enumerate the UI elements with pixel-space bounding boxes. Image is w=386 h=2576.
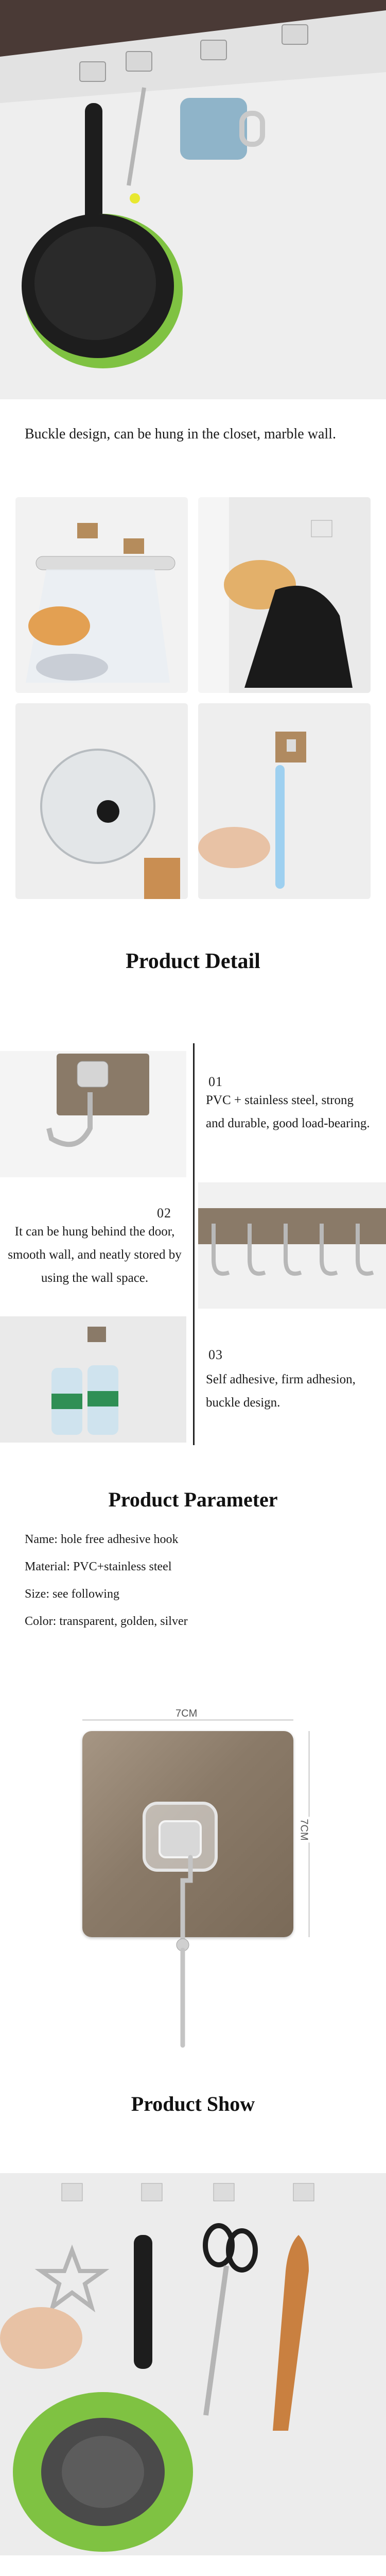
detail-number-03: 03 xyxy=(208,1347,223,1362)
width-label: 7CM xyxy=(172,1708,200,1720)
detail-title: Product Detail xyxy=(126,950,260,973)
detail-text-03: Self adhesive, firm adhesion, buckle design. xyxy=(206,1372,356,1410)
detail-text-02: It can be hung behind the door, smooth wall, and neatly stored by using the wall space. xyxy=(8,1225,182,1285)
parameter-material: Material: PVC+stainless steel xyxy=(25,1560,172,1573)
gallery-photo-lid xyxy=(15,703,188,899)
hook-diagram xyxy=(82,1731,299,2066)
detail-number-01: 01 xyxy=(208,1074,223,1089)
parameter-color: Color: transparent, golden, silver xyxy=(25,1615,188,1628)
detail-divider xyxy=(193,1043,195,1445)
parameter-size: Size: see following xyxy=(25,1587,119,1601)
kitchen-tools-illustration xyxy=(0,2173,386,2555)
gallery-photo-hand xyxy=(198,703,371,899)
hand-hook-illustration xyxy=(198,703,371,899)
show-title: Product Show xyxy=(131,2092,255,2115)
trash-bag-illustration xyxy=(198,497,371,693)
bottles-on-hook-illustration xyxy=(0,1316,186,1443)
hero-illustration xyxy=(0,0,386,399)
intro-caption: Buckle design, can be hung in the closet, marble wall. xyxy=(25,426,336,442)
parameter-title: Product Parameter xyxy=(108,1488,278,1511)
plastic-wrap-illustration xyxy=(15,497,188,693)
height-label: 7CM xyxy=(298,1817,310,1842)
hero-photo xyxy=(0,0,386,399)
detail-photo-03 xyxy=(0,1316,186,1443)
single-hook-illustration xyxy=(0,1051,186,1177)
parameter-name: Name: hole free adhesive hook xyxy=(25,1533,179,1546)
gallery-photo-trash xyxy=(198,497,371,693)
pot-lid-illustration xyxy=(15,703,188,899)
detail-text-01: PVC + stainless steel, strong and durable, good load-bearing. xyxy=(206,1093,370,1130)
hook-row-illustration xyxy=(198,1182,386,1309)
detail-photo-02 xyxy=(198,1182,386,1309)
detail-number-02: 02 xyxy=(157,1206,171,1221)
show-photo xyxy=(0,2173,386,2555)
gallery-photo-wrap xyxy=(15,497,188,693)
detail-photo-01 xyxy=(0,1051,186,1177)
